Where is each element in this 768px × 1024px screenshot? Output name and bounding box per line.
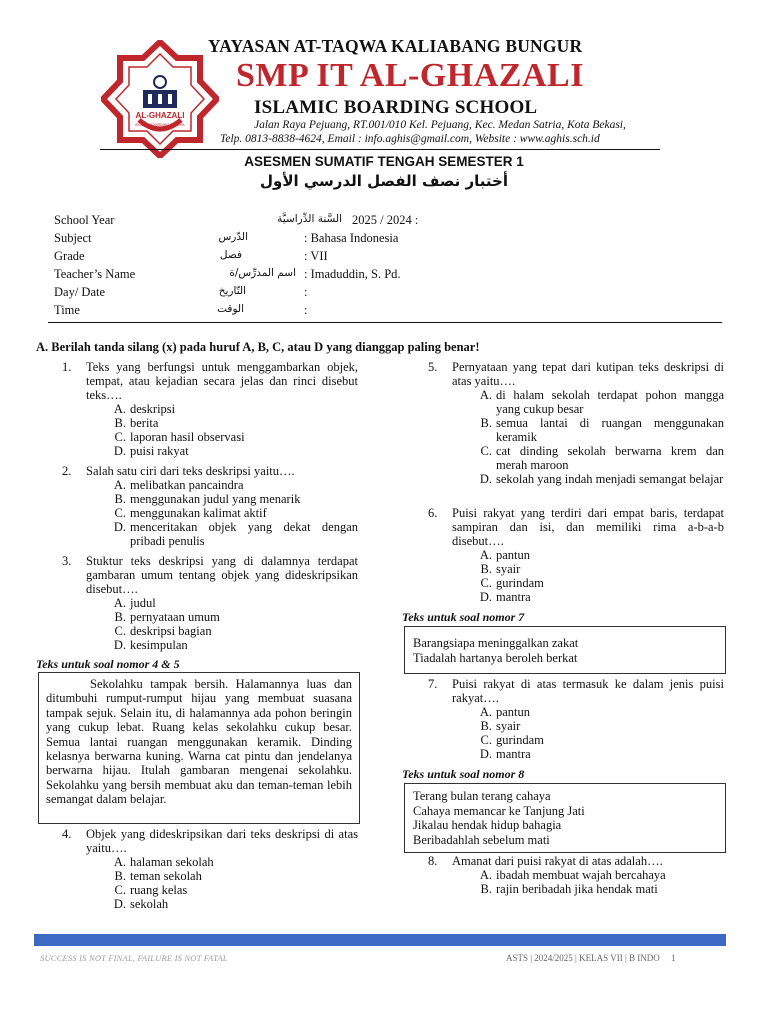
option-c[interactable]: C. gurindam: [480, 576, 544, 590]
question-text: Teks yang berfungsi untuk menggambarkan objek, tempat, atau kejadian secara jelas dan rinci disebut teks….: [86, 360, 358, 402]
info-value: : Bahasa Indonesia: [304, 231, 399, 245]
question-text: Pernyataan yang tepat dari kutipan teks deskripsi di atas yaitu….: [452, 360, 724, 388]
info-value: 2025 / 2024 :: [352, 213, 419, 227]
option-c[interactable]: C. gurindam: [480, 733, 544, 747]
svg-text:ISLAMIC BOARDING SCHOOL: ISLAMIC BOARDING SCHOOL: [134, 123, 186, 127]
question-text: Puisi rakyat di atas termasuk ke dalam jenis puisi rakyat….: [452, 677, 724, 705]
school-subtitle: ISLAMIC BOARDING SCHOOL: [254, 97, 538, 118]
option-c[interactable]: C. laporan hasil observasi: [114, 430, 245, 444]
info-value: :: [304, 285, 308, 299]
passage-7-text: [413, 636, 719, 665]
info-row-grade: [54, 249, 474, 267]
option-a[interactable]: A. melibatkan pancaindra: [113, 478, 244, 492]
info-row-time: [54, 303, 474, 321]
info-row-teacher: [54, 267, 474, 285]
poem-line: Jikalau hendak hidup bahagia: [413, 818, 562, 832]
option-d[interactable]: D. mantra: [479, 590, 531, 604]
section-a-instruction: A. Berilah tanda silang (x) pada huruf A, B, C, atau D yang dianggap paling benar!: [36, 340, 480, 354]
option-d[interactable]: D. sekolah yang indah menjadi semangat belajar: [479, 472, 724, 486]
info-row-school-year: [54, 213, 474, 231]
passage-7-label: Teks untuk soal nomor 7: [402, 610, 525, 624]
option-a[interactable]: A. judul: [113, 596, 156, 610]
info-label: Day/ Date: [54, 285, 106, 299]
option-b[interactable]: B. menggunakan judul yang menarik: [114, 492, 301, 506]
info-value: : Imaduddin, S. Pd.: [304, 267, 401, 281]
option-b[interactable]: B. berita: [114, 416, 159, 430]
option-b[interactable]: B. rajin beribadah jika hendak mati: [480, 882, 658, 896]
option-b[interactable]: B. syair: [480, 562, 521, 576]
question-2-options: [108, 478, 358, 548]
option-d[interactable]: D. menceritakan objek yang dekat dengan pribadi penulis: [113, 520, 358, 548]
school-contact: Telp. 0813-8838-4624, Email : info.aghis@gmail.com, Website : www.aghis.sch.id: [220, 133, 600, 145]
question-text: Objek yang dideskripsikan dari teks deskripsi di atas yaitu….: [86, 827, 358, 855]
passage-8-label: Teks untuk soal nomor 8: [402, 767, 525, 781]
option-a[interactable]: A. di halam sekolah terdapat pohon mangga yang cukup besar: [479, 388, 724, 416]
info-label: Grade: [54, 249, 85, 263]
header-divider: [100, 149, 660, 150]
info-label: Subject: [54, 231, 92, 245]
option-d[interactable]: D. puisi rakyat: [113, 444, 189, 458]
question-number: 3.: [62, 554, 72, 568]
school-address: Jalan Raya Pejuang, RT.001/010 Kel. Pejuang, Kec. Medan Satria, Kota Bekasi,: [254, 119, 626, 131]
poem-line: Beribadahlah sebelum mati: [413, 832, 550, 847]
question-number: 1.: [62, 360, 72, 374]
question-number: 2.: [62, 464, 72, 478]
question-8-options: [474, 868, 724, 896]
option-a[interactable]: A. halaman sekolah: [113, 855, 214, 869]
question-number: 4.: [62, 827, 72, 841]
footer-page-info: ASTS | 2024/2025 | KELAS VII | B INDO 1: [506, 953, 676, 963]
info-row-subject: [54, 231, 474, 249]
info-label: Time: [54, 303, 80, 317]
exam-arabic-title: أختبار نصف الفصل الدرسي الأول: [259, 172, 509, 190]
option-b[interactable]: B. syair: [480, 719, 521, 733]
info-value: : VII: [304, 249, 328, 263]
foundation-name: YAYASAN AT-TAQWA KALIABANG BUNGUR: [208, 36, 583, 56]
svg-text:AL-GHAZALI: AL-GHAZALI: [135, 111, 185, 120]
question-6-options: [474, 548, 714, 604]
question-text: Puisi rakyat yang terdiri dari empat baris, terdapat sampiran dan isi, dan memiliki rima a-b-a-b disebut….: [452, 506, 724, 548]
question-text: Salah satu ciri dari teks deskripsi yaitu….: [86, 464, 295, 478]
option-d[interactable]: D. mantra: [479, 747, 531, 761]
info-label: Teacher’s Name: [54, 267, 136, 281]
option-c[interactable]: C. cat dinding sekolah berwarna krem dan merah maroon: [480, 444, 724, 472]
info-row-date: [54, 285, 474, 303]
option-c[interactable]: C. deskripsi bagian: [114, 624, 212, 638]
question-number: 8.: [428, 854, 438, 868]
option-a[interactable]: A. deskripsi: [113, 402, 176, 416]
option-d[interactable]: D. kesimpulan: [113, 638, 188, 652]
option-a[interactable]: A. pantun: [479, 548, 531, 562]
passage-4-5-text: Sekolahku tampak bersih. Halamannya luas dan ditumbuhi rumput-rumput hijau yang membuat suasana tampak sejuk. Selain itu, di halamannya ada pohon beringin yang cukup lebat. Ruang kelas sekolahku cukup besar. Semua lantai ruangan menggunakan keramik. Dinding kelasnya berwarna kuning. Warna cat pintu dan jendelanya berwarna hijau. Itulah gambaran mengenai sekolahku. Sekolahku yang bersih membuat aku dan teman-teman lebih semangat dalam belajar.: [46, 677, 352, 807]
info-arabic-label: فصل: [219, 249, 242, 261]
option-b[interactable]: B. semua lantai di ruangan menggunakan keramik: [480, 416, 724, 444]
question-7-options: [474, 705, 714, 761]
question-number: 7.: [428, 677, 438, 691]
poem-line: Tiadalah hartanya beroleh berkat: [413, 650, 578, 665]
option-c[interactable]: C. ruang kelas: [114, 883, 188, 897]
option-b[interactable]: B. teman sekolah: [114, 869, 202, 883]
poem-line: Barangsiapa meninggalkan zakat: [413, 636, 579, 650]
info-value: :: [304, 303, 308, 317]
passage-4-5-label: Teks untuk soal nomor 4 & 5: [36, 657, 180, 671]
question-4-options: [108, 855, 348, 911]
info-divider: [48, 322, 722, 323]
question-text: Stuktur teks deskripsi yang di dalamnya terdapat gambaran umum tentang objek yang dideskripsikan disebut….: [86, 554, 358, 596]
option-c[interactable]: C. menggunakan kalimat aktif: [114, 506, 267, 520]
info-arabic-label: اسم المدرِّس/ة: [229, 267, 296, 279]
question-3-options: [108, 596, 348, 652]
question-number: 6.: [428, 506, 438, 520]
question-number: 5.: [428, 360, 438, 374]
option-d[interactable]: D. sekolah: [113, 897, 169, 911]
info-label: School Year: [54, 213, 115, 227]
footer-motto: SUCCESS IS NOT FINAL, FAILURE IS NOT FATAL: [40, 953, 228, 963]
option-a[interactable]: A. ibadah membuat wajah bercahaya: [479, 868, 666, 882]
question-text: Amanat dari puisi rakyat di atas adalah….: [452, 854, 663, 868]
option-a[interactable]: A. pantun: [479, 705, 531, 719]
poem-line: Cahaya memancar ke Tanjung Jati: [413, 803, 585, 818]
info-arabic-label: الوقت: [217, 303, 244, 315]
info-arabic-label: التّاريخ: [218, 285, 246, 297]
info-arabic-label: السَّنة الدِّراسيَّة: [277, 213, 342, 225]
school-logo: [101, 40, 219, 158]
question-5-options: [474, 388, 724, 500]
option-b[interactable]: B. pernyataan umum: [114, 610, 220, 624]
info-arabic-label: الدّرس: [218, 231, 248, 243]
passage-8-text: [413, 789, 719, 847]
poem-line: Terang bulan terang cahaya: [413, 789, 551, 803]
question-1-options: [108, 402, 348, 458]
exam-title: ASESMEN SUMATIF TENGAH SEMESTER 1: [244, 154, 524, 169]
footer-bar: [34, 934, 726, 946]
school-name: SMP IT AL-GHAZALI: [236, 57, 584, 94]
